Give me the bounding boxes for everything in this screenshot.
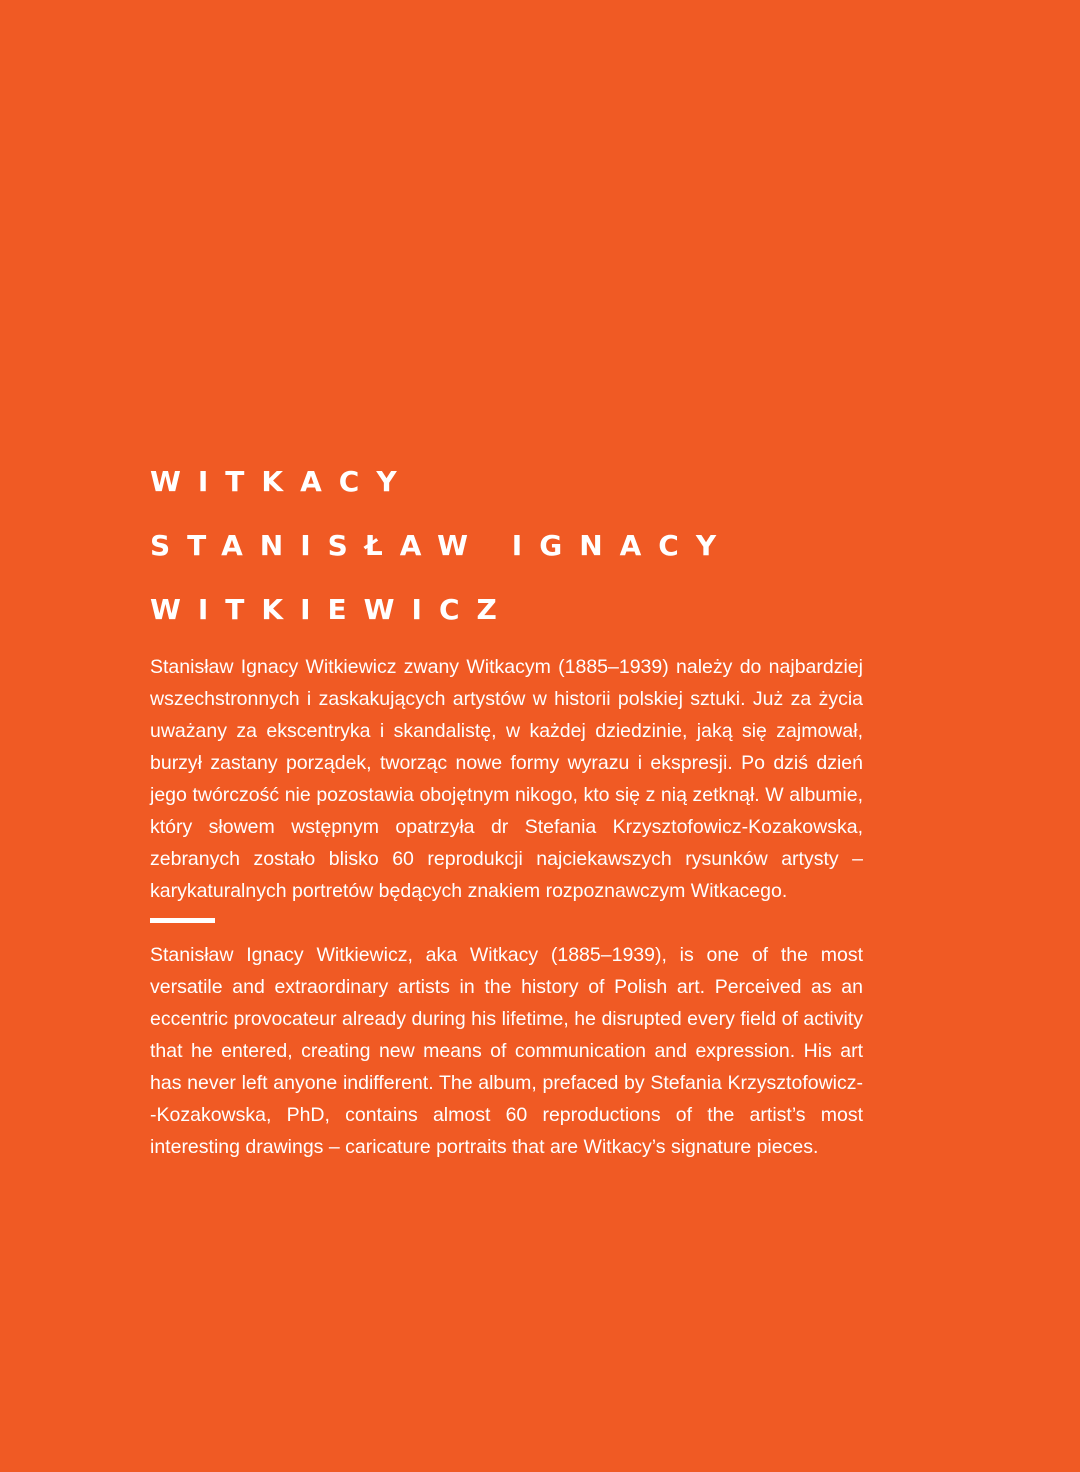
title-first-names: STANISŁAW IGNACY (150, 529, 734, 562)
divider-bar (150, 918, 215, 923)
title-witkacy: WITKACY (150, 465, 414, 498)
title-block (150, 450, 950, 642)
title-surname: WITKIEWICZ (150, 593, 514, 626)
description-polish: Stanisław Ignacy Witkiewicz zwany Witkacym (1885–1939) należy do najbardziej wszechstronnych i zaskakujących artystów w historii polskiej sztuki. Już za życia uważany za ekscentryka i skandalistę, w każdej dziedzinie, jaką się zajmował, burzył zastany porządek, tworząc nowe formy wyrazu i ekspresji. Po dziś dzień jego twórczość nie pozostawia obojętnym nikogo, kto się z nią zetknął. W albumie, który słowem wstępnym opatrzyła dr Stefania Krzysztofowicz-Kozakowska, zebranych zostało blisko 60 reprodukcji najciekawszych rysunków artysty – karykaturalnych portretów będących znakiem rozpoznawczym Witkacego. (150, 656, 863, 902)
description-english: Stanisław Ignacy Witkiewicz, aka Witkacy (1885–1939), is one of the most versatile and extraordinary artists in the history of Polish art. Perceived as an eccentric provocateur already during his lifetime, he disrupted every field of activity that he entered, creating new means of communication and expression. His art has never left anyone indifferent. The album, prefaced by Stefania Krzysztofowicz--Kozakowska, PhD, contains almost 60 reproductions of the artist’s most interesting drawings – caricature portraits that are Witkacy’s signature pieces. (150, 944, 863, 1158)
